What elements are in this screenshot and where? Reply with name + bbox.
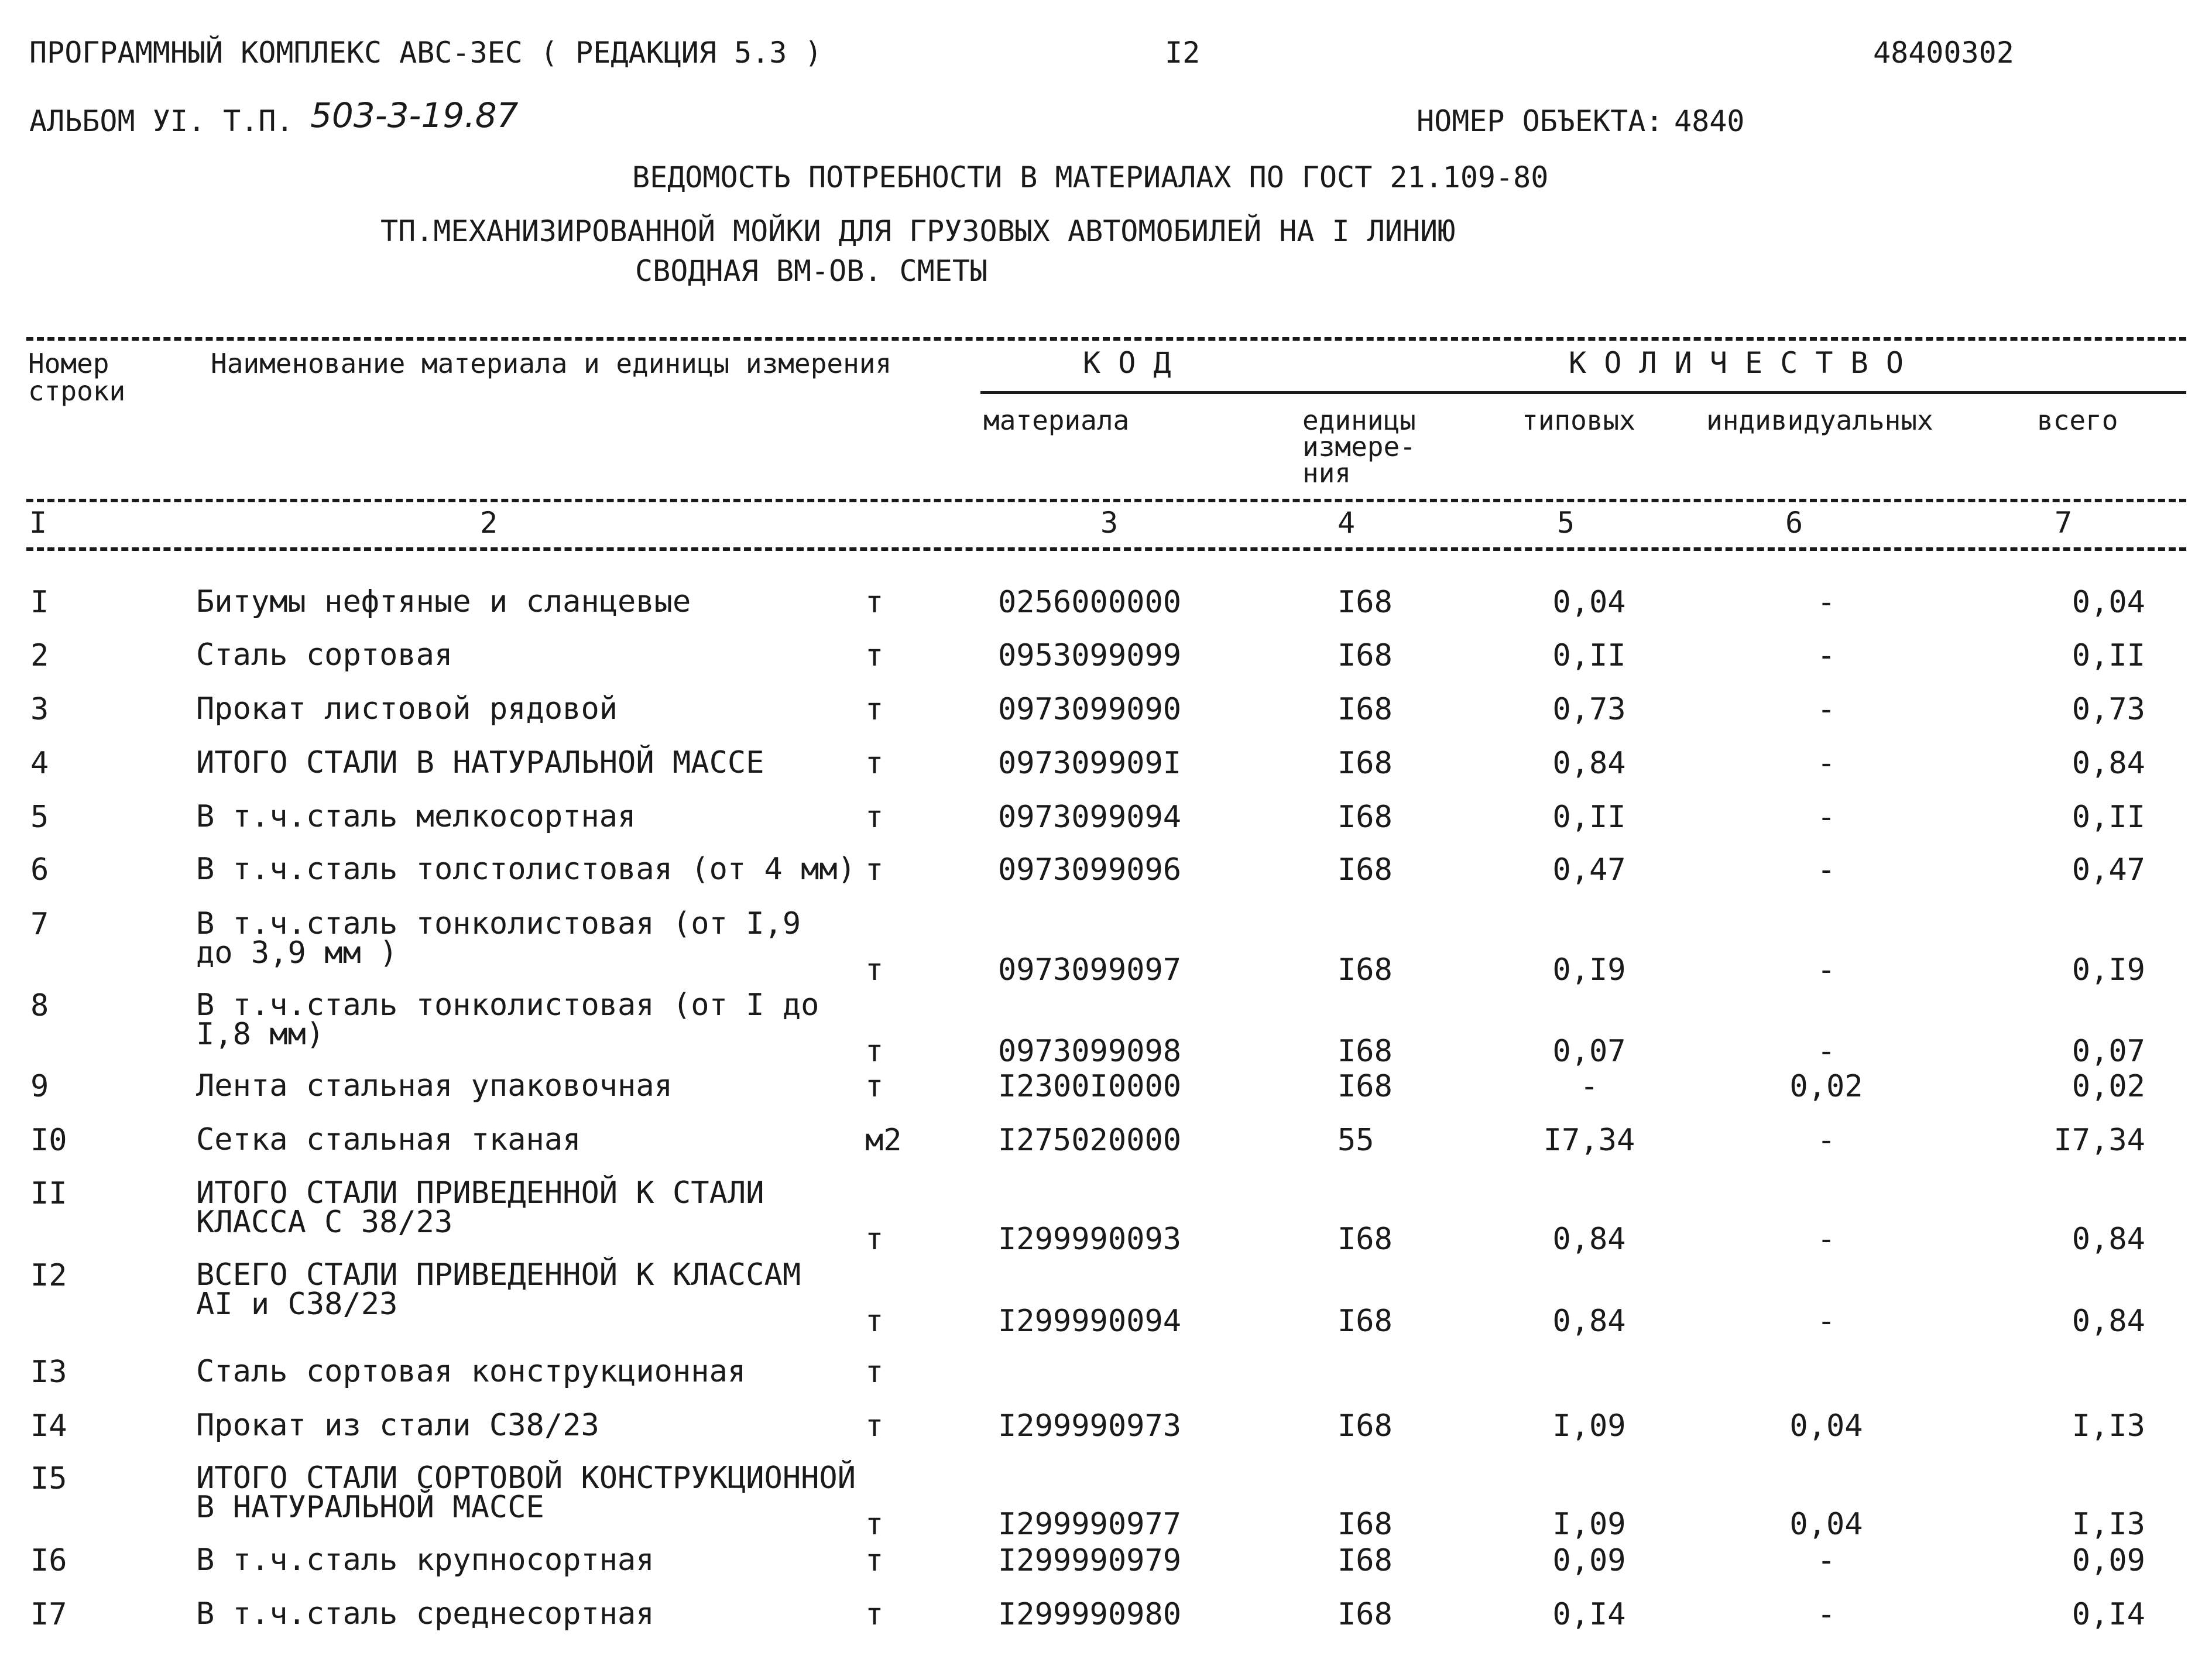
- quantity-total: 0,84: [2072, 746, 2145, 781]
- material-name: В т.ч.сталь тонколистовая (от I,9: [196, 906, 801, 941]
- unit: т: [865, 1034, 884, 1069]
- unit: т: [865, 952, 884, 988]
- unit-code: I68: [1338, 1408, 1393, 1444]
- quantity-individual: -: [1817, 952, 1836, 988]
- header-quantity-group: К О Л И Ч Е С Т В О: [1569, 346, 1904, 380]
- quantity-individual: -: [1817, 692, 1836, 727]
- quantity-total: I7,34: [2053, 1123, 2145, 1158]
- material-name: КЛАССА С 38/23: [196, 1205, 453, 1240]
- material-name: В т.ч.сталь тонколистовая (от I до: [196, 988, 819, 1023]
- unit-code: 55: [1338, 1123, 1374, 1158]
- unit-code: I68: [1338, 952, 1393, 988]
- unit-code: I68: [1338, 638, 1393, 673]
- document-code: 48400302: [1873, 36, 2014, 70]
- unit-code: I68: [1338, 1543, 1393, 1578]
- unit: т: [865, 1304, 884, 1339]
- quantity-typical: 0,07: [1552, 1034, 1626, 1069]
- quantity-typical: -: [1580, 1069, 1599, 1104]
- material-name: В т.ч.сталь крупносортная: [196, 1543, 654, 1578]
- row-number: 2: [30, 638, 49, 673]
- header-bottom-rule: [26, 499, 2186, 502]
- material-name: В т.ч.сталь мелкосортная: [196, 799, 636, 834]
- row-number: I5: [30, 1461, 67, 1496]
- quantity-typical: 0,II: [1552, 800, 1626, 835]
- quantity-total: 0,II: [2072, 800, 2145, 835]
- quantity-individual: -: [1817, 638, 1836, 673]
- quantity-individual: 0,02: [1789, 1069, 1863, 1104]
- quantity-total: I,I3: [2072, 1507, 2145, 1542]
- material-code: 097309909I: [998, 746, 1182, 781]
- material-code: 0973099096: [998, 852, 1182, 887]
- unit: т: [865, 1222, 884, 1257]
- column-number: 3: [1100, 506, 1119, 540]
- unit: т: [865, 1507, 884, 1542]
- unit: т: [865, 800, 884, 835]
- quantity-total: I,I3: [2072, 1408, 2145, 1444]
- row-number: 3: [30, 692, 49, 727]
- unit-code: I68: [1338, 1507, 1393, 1542]
- unit-code: I68: [1338, 800, 1393, 835]
- row-number: I0: [30, 1123, 67, 1158]
- quantity-typical: 0,I4: [1552, 1597, 1626, 1632]
- material-name: Лента стальная упаковочная: [196, 1068, 673, 1103]
- unit: т: [865, 692, 884, 727]
- quantity-total: 0,09: [2072, 1543, 2145, 1578]
- quantity-total: 0,02: [2072, 1069, 2145, 1104]
- row-number: 7: [30, 907, 49, 942]
- quantity-typical: I,09: [1552, 1408, 1626, 1444]
- material-name: Прокат из стали С38/23: [196, 1408, 599, 1443]
- row-number: I: [30, 585, 49, 620]
- column-number: 2: [479, 506, 498, 540]
- material-name: ИТОГО СТАЛИ СОРТОВОЙ КОНСТРУКЦИОННОЙ: [196, 1461, 856, 1496]
- quantity-typical: I,09: [1552, 1507, 1626, 1542]
- material-name: ВСЕГО СТАЛИ ПРИВЕДЕННОЙ К КЛАССАМ: [196, 1257, 801, 1293]
- album-label: АЛЬБОМ УI. Т.П.: [29, 104, 294, 138]
- quantity-total: 0,04: [2072, 585, 2145, 620]
- material-code: 0256000000: [998, 585, 1182, 620]
- header-row-number-2: строки: [28, 375, 126, 407]
- quantity-individual: -: [1817, 746, 1836, 781]
- document-subtitle: ТП.МЕХАНИЗИРОВАННОЙ МОЙКИ ДЛЯ ГРУЗОВЫХ АВТОМОБИЛЕЙ НА I ЛИНИЮ: [380, 214, 1456, 248]
- quantity-typical: 0,II: [1552, 638, 1626, 673]
- material-code: I275020000: [998, 1123, 1182, 1158]
- unit: м2: [865, 1123, 902, 1158]
- quantity-individual: -: [1817, 1597, 1836, 1632]
- quantity-total: 0,84: [2072, 1304, 2145, 1339]
- quantity-typical: 0,47: [1552, 852, 1626, 887]
- quantity-individual: -: [1817, 1034, 1836, 1069]
- header-individual: индивидуальных: [1706, 405, 1933, 436]
- unit: т: [865, 1597, 884, 1632]
- material-name: В т.ч.сталь толстолистовая (от 4 мм): [196, 852, 856, 887]
- unit-code: I68: [1338, 585, 1393, 620]
- unit-code: I68: [1338, 1597, 1393, 1632]
- row-number: 9: [30, 1069, 49, 1104]
- quantity-total: 0,07: [2072, 1034, 2145, 1069]
- header-row-number: Номер: [28, 348, 109, 379]
- row-number: II: [30, 1176, 67, 1211]
- unit: т: [865, 585, 884, 620]
- material-code: 0953099099: [998, 638, 1182, 673]
- unit-code: I68: [1338, 852, 1393, 887]
- program-title: ПРОГРАММНЫЙ КОМПЛЕКС АВС-ЗЕС ( РЕДАКЦИЯ 5.3 ): [29, 36, 822, 70]
- row-number: 4: [30, 746, 49, 781]
- material-code: 0973099097: [998, 952, 1182, 988]
- material-code: I299990093: [998, 1222, 1182, 1257]
- material-name: Прокат листовой рядовой: [196, 691, 618, 726]
- material-code: I299990980: [998, 1597, 1182, 1632]
- row-number: I7: [30, 1597, 67, 1632]
- quantity-total: 0,73: [2072, 692, 2145, 727]
- quantity-typical: 0,09: [1552, 1543, 1626, 1578]
- material-name: до 3,9 мм ): [196, 935, 398, 971]
- unit-code: I68: [1338, 1304, 1393, 1339]
- quantity-individual: -: [1817, 852, 1836, 887]
- header-material-code: материала: [983, 405, 1130, 436]
- header-unit-code-2: измере-: [1302, 431, 1416, 462]
- column-number: I: [29, 506, 47, 540]
- table-top-rule: [26, 337, 2186, 341]
- unit-code: I68: [1338, 692, 1393, 727]
- object-label: НОМЕР ОБЪЕКТА:: [1417, 104, 1664, 138]
- column-number-rule: [26, 547, 2186, 551]
- material-name: Сталь сортовая конструкционная: [196, 1354, 746, 1389]
- header-group-rule: [980, 391, 2186, 394]
- unit: т: [865, 1069, 884, 1104]
- row-number: I2: [30, 1258, 67, 1293]
- quantity-individual: -: [1817, 585, 1836, 620]
- material-code: 0973099090: [998, 692, 1182, 727]
- material-code: I299990977: [998, 1507, 1182, 1542]
- material-code: 0973099094: [998, 800, 1182, 835]
- material-name: Сталь сортовая: [196, 637, 453, 673]
- material-name: В т.ч.сталь среднесортная: [196, 1596, 654, 1631]
- quantity-typical: 0,I9: [1552, 952, 1626, 988]
- object-number: 4840: [1674, 104, 1745, 138]
- unit: т: [865, 746, 884, 781]
- document-subtitle-2: СВОДНАЯ ВМ-ОВ. СМЕТЫ: [635, 254, 988, 288]
- material-name: ИТОГО СТАЛИ ПРИВЕДЕННОЙ К СТАЛИ: [196, 1175, 764, 1211]
- header-total: всего: [2037, 405, 2118, 436]
- material-code: 0973099098: [998, 1034, 1182, 1069]
- quantity-total: 0,I4: [2072, 1597, 2145, 1632]
- row-number: I4: [30, 1408, 67, 1444]
- quantity-total: 0,II: [2072, 638, 2145, 673]
- quantity-typical: 0,73: [1552, 692, 1626, 727]
- unit-code: I68: [1338, 1069, 1393, 1104]
- column-number: 7: [2054, 506, 2073, 540]
- quantity-total: 0,47: [2072, 852, 2145, 887]
- material-name: I,8 мм): [196, 1017, 325, 1052]
- unit: т: [865, 852, 884, 887]
- row-number: I6: [30, 1543, 67, 1578]
- column-number: 5: [1556, 506, 1575, 540]
- header-unit-code-3: ния: [1302, 457, 1352, 489]
- document-title: ВЕДОМОСТЬ ПОТРЕБНОСТИ В МАТЕРИАЛАХ ПО ГОСТ 21.109-80: [632, 160, 1549, 194]
- material-name: ИТОГО СТАЛИ В НАТУРАЛЬНОЙ МАССЕ: [196, 745, 764, 780]
- quantity-individual: -: [1817, 800, 1836, 835]
- material-name: АI и С38/23: [196, 1287, 398, 1322]
- material-name: Битумы нефтяные и сланцевые: [196, 584, 691, 619]
- unit-code: I68: [1338, 1222, 1393, 1257]
- album-tp-handwritten: 503-3-19.87: [310, 95, 519, 135]
- quantity-individual: -: [1817, 1304, 1836, 1339]
- quantity-total: 0,I9: [2072, 952, 2145, 988]
- quantity-individual: -: [1817, 1222, 1836, 1257]
- unit: т: [865, 638, 884, 673]
- header-material-name: Наименование материала и единицы измерения: [211, 348, 892, 379]
- column-number: 4: [1337, 506, 1356, 540]
- unit-code: I68: [1338, 1034, 1393, 1069]
- quantity-individual: -: [1817, 1543, 1836, 1578]
- row-number: 6: [30, 852, 49, 887]
- quantity-individual: 0,04: [1789, 1408, 1863, 1444]
- row-number: 8: [30, 988, 49, 1023]
- header-code-group: К О Д: [1083, 346, 1171, 380]
- unit: т: [865, 1543, 884, 1578]
- header-typical: типовых: [1522, 405, 1635, 436]
- unit-code: I68: [1338, 746, 1393, 781]
- quantity-typical: 0,84: [1552, 1304, 1626, 1339]
- material-code: I299990973: [998, 1408, 1182, 1444]
- quantity-typical: 0,84: [1552, 1222, 1626, 1257]
- row-number: 5: [30, 800, 49, 835]
- material-name: В НАТУРАЛЬНОЙ МАССЕ: [196, 1490, 544, 1525]
- quantity-total: 0,84: [2072, 1222, 2145, 1257]
- unit: т: [865, 1355, 884, 1390]
- material-code: I299990094: [998, 1304, 1182, 1339]
- unit: т: [865, 1408, 884, 1444]
- page-number: I2: [1165, 36, 1201, 70]
- quantity-typical: 0,84: [1552, 746, 1626, 781]
- quantity-typical: 0,04: [1552, 585, 1626, 620]
- quantity-individual: -: [1817, 1123, 1836, 1158]
- column-number: 6: [1785, 506, 1803, 540]
- quantity-typical: I7,34: [1543, 1123, 1635, 1158]
- material-name: Сетка стальная тканая: [196, 1122, 581, 1157]
- row-number: I3: [30, 1355, 67, 1390]
- material-code: I2300I0000: [998, 1069, 1182, 1104]
- quantity-individual: 0,04: [1789, 1507, 1863, 1542]
- material-code: I299990979: [998, 1543, 1182, 1578]
- header-unit-code: единицы: [1302, 405, 1416, 436]
